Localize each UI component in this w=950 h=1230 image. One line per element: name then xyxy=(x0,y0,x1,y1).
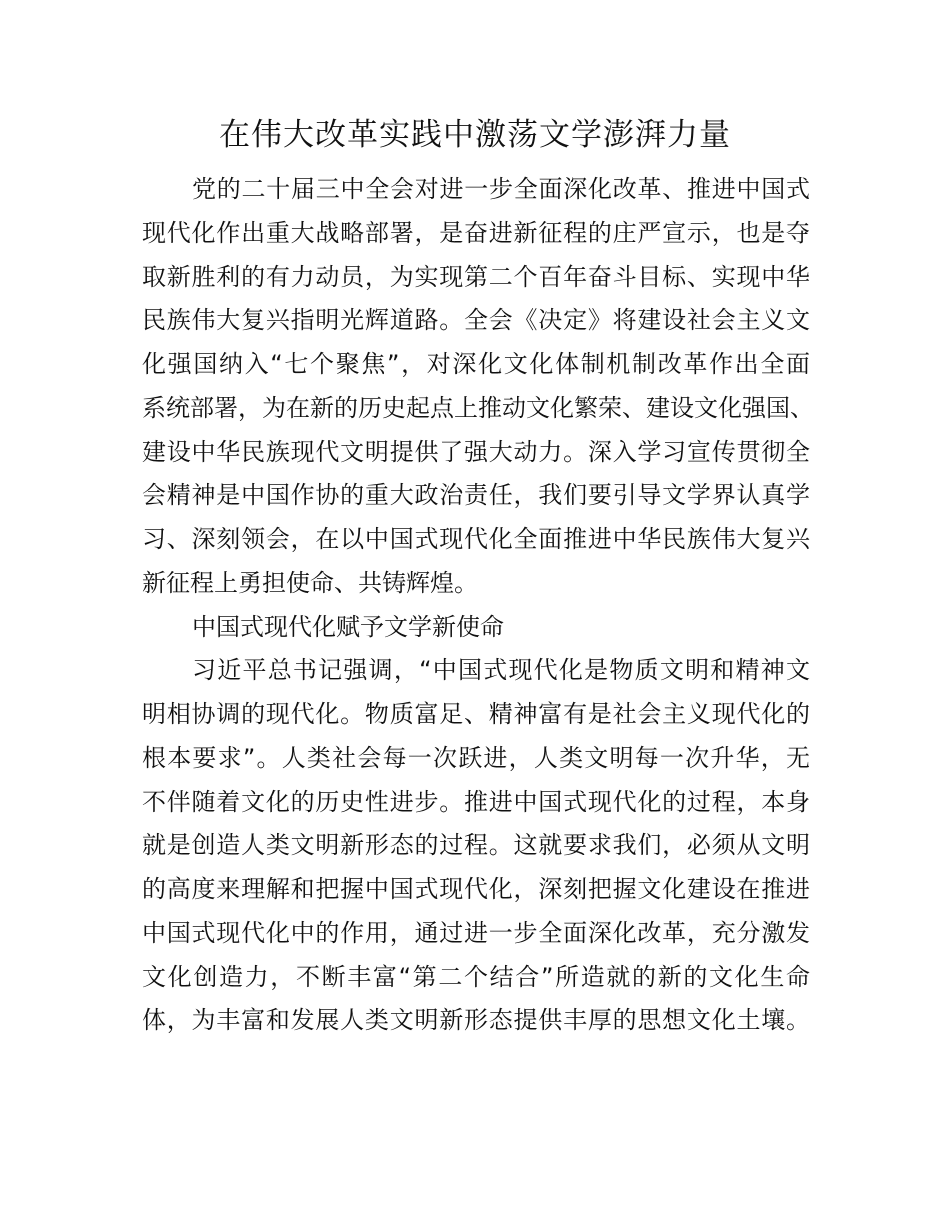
text-line: 建设中华民族现代文明提供了强大动力。深入学习宣传贯彻全 xyxy=(142,437,810,466)
text-line: 明相协调的现代化。物质富足、精神富有是社会主义现代化的 xyxy=(142,700,810,728)
text-line: 根本要求”。人类社会每一次跃进，人类文明每一次升华，无 xyxy=(142,743,810,772)
text-line: 的高度来理解和把握中国式现代化，深刻把握文化建设在推进 xyxy=(142,875,810,903)
text-line: 文化创造力，不断丰富“第二个结合”所造就的新的文化生命 xyxy=(142,962,810,991)
text-line: 就是创造人类文明新形态的过程。这就要求我们，必须从文明 xyxy=(142,831,810,860)
text-line: 体，为丰富和发展人类文明新形态提供丰厚的思想文化土壤。 xyxy=(142,1006,810,1035)
paragraph-2 xyxy=(142,649,810,1043)
text-line: 现代化作出重大战略部署，是奋进新征程的庄严宣示，也是夺 xyxy=(142,218,810,247)
text-line: 中国式现代化中的作用，通过进一步全面深化改革，充分激发 xyxy=(142,918,810,947)
text-line: 会精神是中国作协的重大政治责任，我们要引导文学界认真学 xyxy=(142,481,810,510)
text-line: 化强国纳入“七个聚焦”，对深化文化体制机制改革作出全面 xyxy=(142,350,810,378)
text-line: 新征程上勇担使命、共铸辉煌。 xyxy=(142,568,478,597)
text-line: 习、深刻领会，在以中国式现代化全面推进中华民族伟大复兴 xyxy=(142,525,810,553)
document-body xyxy=(142,168,814,1043)
paragraph-1 xyxy=(142,168,814,606)
document-title: 在伟大改革实践中激荡文学澎湃力量 xyxy=(219,117,731,153)
text-line: 民族伟大复兴指明光辉道路。全会《决定》将建设社会主义文 xyxy=(142,306,810,335)
text-line: 系统部署，为在新的历史起点上推动文化繁荣、建设文化强国、 xyxy=(142,393,814,422)
text-line: 不伴随着文化的历史性进步。推进中国式现代化的过程，本身 xyxy=(142,787,810,816)
text-line: 习近平总书记强调，“中国式现代化是物质文明和精神文 xyxy=(192,656,810,685)
text-line: 取新胜利的有力动员，为实现第二个百年奋斗目标、实现中华 xyxy=(142,262,810,291)
section-heading: 中国式现代化赋予文学新使命 xyxy=(192,612,504,641)
text-line: 党的二十届三中全会对进一步全面深化改革、推进中国式 xyxy=(192,175,810,203)
